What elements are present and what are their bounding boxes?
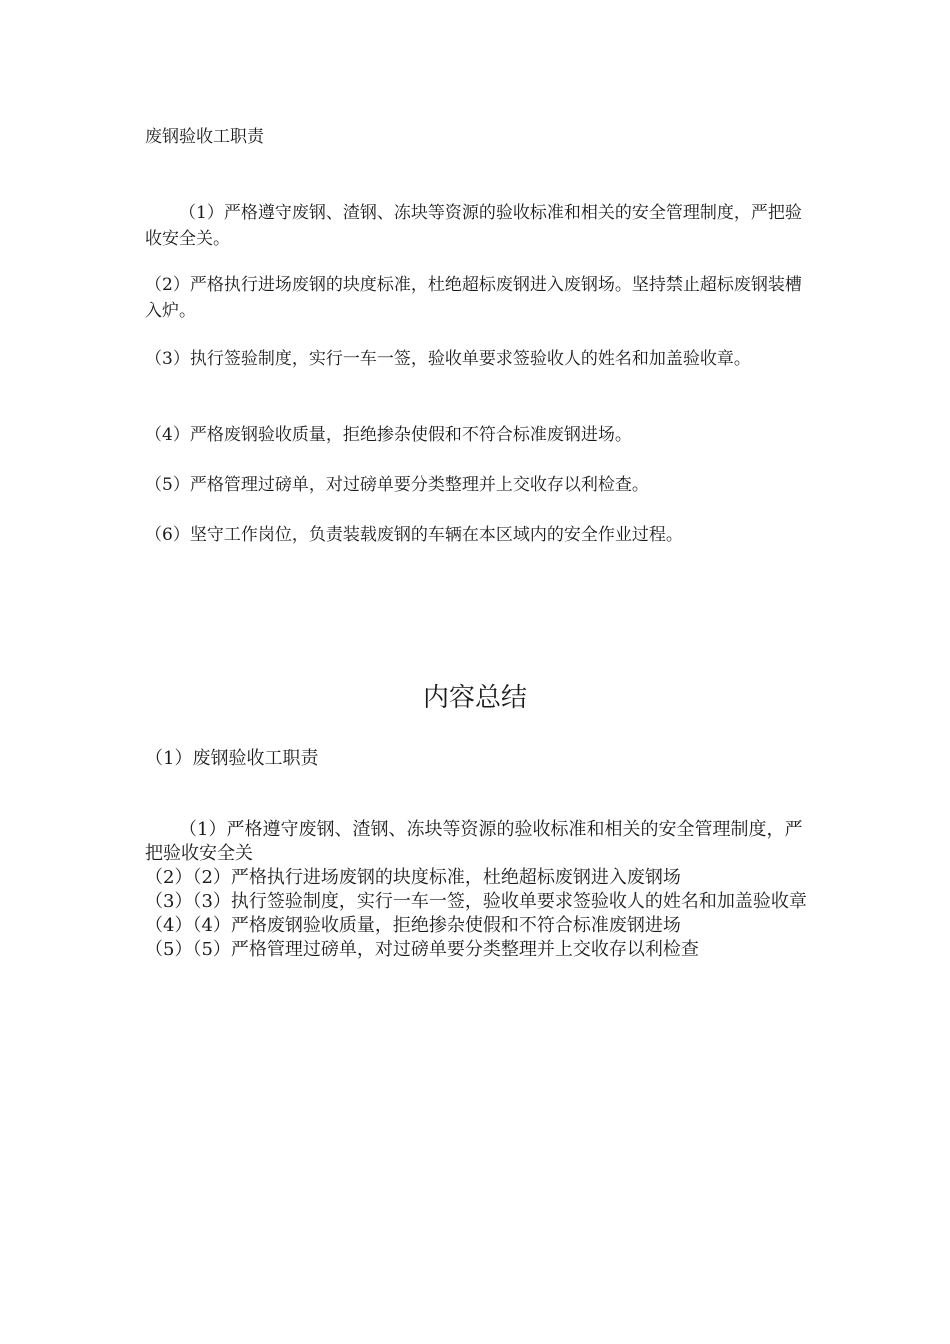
document-title: 废钢验收工职责 [145, 127, 264, 147]
summary-line-1: （1）严格遵守废钢、渣钢、冻块等资源的验收标准和相关的安全管理制度，严把验收安全关 [145, 819, 803, 864]
summary-line-4: （4）（4）严格废钢验收质量，拒绝掺杂使假和不符合标准废钢进场 [145, 915, 681, 936]
summary-line-5: （5）（5）严格管理过磅单，对过磅单要分类整理并上交收存以利检查 [145, 939, 699, 960]
duty-paragraph-1: （1）严格遵守废钢、渣钢、冻块等资源的验收标准和相关的安全管理制度，严把验收安全关。 [145, 203, 802, 249]
duty-paragraph-6: （6）坚守工作岗位，负责装载废钢的车辆在本区域内的安全作业过程。 [145, 525, 683, 545]
duty-paragraph-5: （5）严格管理过磅单，对过磅单要分类整理并上交收存以利检查。 [145, 475, 649, 495]
summary-list [145, 818, 815, 962]
summary-line-2: （2）（2）严格执行进场废钢的块度标准，杜绝超标废钢进入废钢场 [145, 867, 681, 888]
summary-line-3: （3）（3）执行签验制度，实行一车一签，验收单要求签验收人的姓名和加盖验收章 [145, 891, 807, 912]
duty-paragraph-2: （2）严格执行进场废钢的块度标准，杜绝超标废钢进入废钢场。坚持禁止超标废钢装槽入炉。 [145, 275, 802, 321]
summary-subheading: （1）废钢验收工职责 [145, 748, 319, 769]
summary-heading: 内容总结 [422, 683, 527, 713]
duty-paragraph-4: （4）严格废钢验收质量，拒绝掺杂使假和不符合标准废钢进场。 [145, 425, 632, 445]
duty-paragraph-3: （3）执行签验制度，实行一车一签，验收单要求签验收人的姓名和加盖验收章。 [145, 349, 751, 369]
